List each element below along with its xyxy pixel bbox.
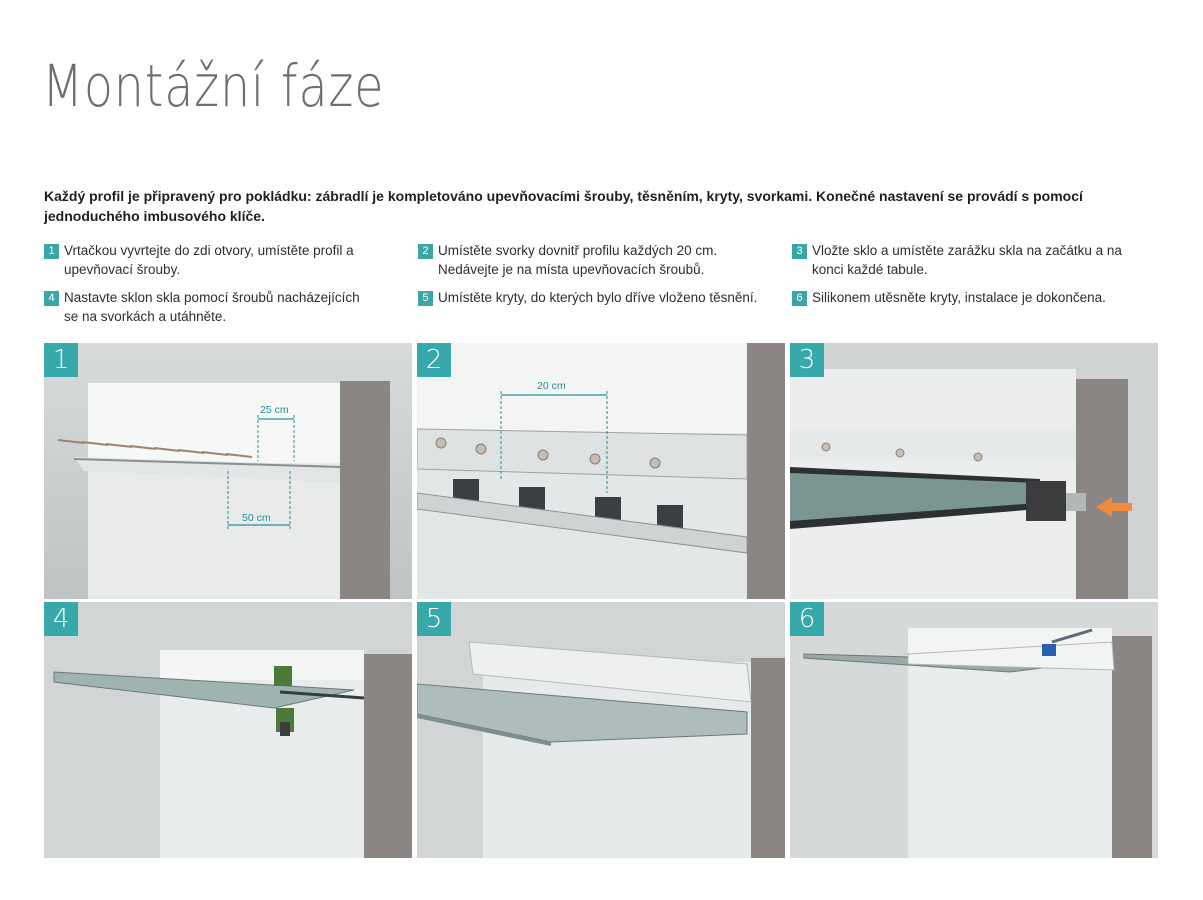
panel-1-illustration (44, 343, 412, 599)
panel-step-4 (44, 602, 412, 858)
dimension-label-b: 50 cm (242, 512, 271, 524)
panel-number-badge: 5 (417, 602, 451, 636)
step-number: 6 (792, 291, 807, 306)
step-text: Umístěte svorky dovnitř profilu každých 20 cm. (438, 243, 718, 258)
dimension-label-a: 25 cm (260, 404, 289, 416)
panel-step-1 (44, 343, 412, 599)
step-number: 1 (44, 244, 59, 259)
panel-5-illustration (417, 602, 785, 858)
step-text: Vložte sklo a umístěte zarážku skla na začátku a na (812, 243, 1122, 258)
panel-4-illustration (44, 602, 412, 858)
page-title: Montážní fáze (42, 52, 385, 120)
step-text-cont: se na svorkách a utáhněte. (64, 309, 227, 324)
panel-2-illustration (417, 343, 785, 599)
panel-number-badge: 6 (790, 602, 824, 636)
panel-number-badge: 1 (44, 343, 78, 377)
step-number: 2 (418, 244, 433, 259)
step-text-cont: konci každé tabule. (812, 262, 928, 277)
intro-text: Každý profil je připravený pro pokládku: zábradlí je kompletováno upevňovacími šrouby, těsněním, kryty, svorkami. Konečné nastavení se provádí s pomocí jednoduchého imbusového klíče. (44, 188, 1083, 224)
step-text: Umístěte kryty, do kterých bylo dříve vloženo těsnění. (438, 290, 758, 305)
dimension-label-a: 20 cm (537, 380, 566, 392)
step-text: Silikonem utěsněte kryty, instalace je dokončena. (812, 290, 1106, 305)
step-3 (792, 241, 1132, 279)
step-2 (418, 241, 758, 279)
step-text-cont: Nedávejte je na místa upevňovacích šroubů. (438, 262, 705, 277)
step-number: 5 (418, 291, 433, 306)
panel-number-badge: 3 (790, 343, 824, 377)
step-number: 3 (792, 244, 807, 259)
panel-3-illustration (790, 343, 1158, 599)
panel-number-badge: 2 (417, 343, 451, 377)
panel-step-6 (790, 602, 1158, 858)
step-5 (418, 288, 788, 307)
step-6 (792, 288, 1132, 307)
step-text: Nastavte sklon skla pomocí šroubů nacházejících (64, 290, 360, 305)
step-text: Vrtačkou vyvrtejte do zdi otvory, umístěte profil a (64, 243, 354, 258)
step-number: 4 (44, 291, 59, 306)
step-4 (44, 288, 384, 326)
panel-step-2 (417, 343, 785, 599)
panel-step-3 (790, 343, 1158, 599)
panel-number-badge: 4 (44, 602, 78, 636)
step-1 (44, 241, 384, 279)
step-text-cont: upevňovací šrouby. (64, 262, 181, 277)
panel-step-5 (417, 602, 785, 858)
panel-6-illustration (790, 602, 1158, 858)
